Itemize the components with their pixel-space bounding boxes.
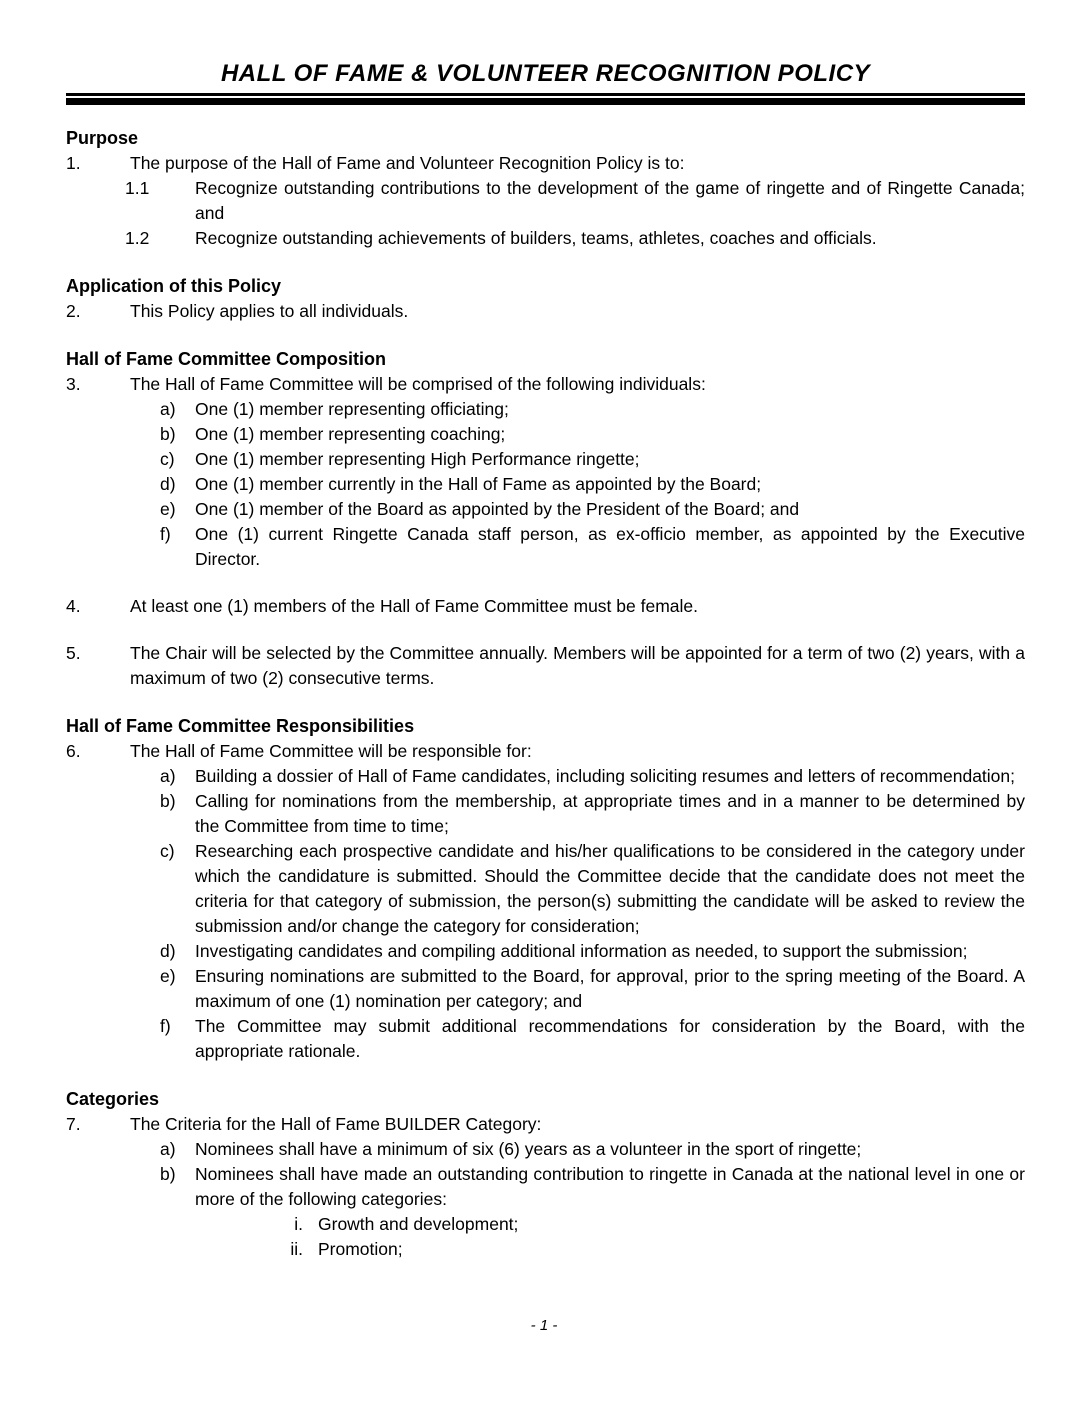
list-item <box>66 594 1025 619</box>
item-text: Promotion; <box>318 1239 403 1259</box>
item-text: Building a dossier of Hall of Fame candidates, including soliciting resumes and letters of recommendation; <box>195 766 1016 786</box>
item-number: 1.1 <box>125 178 150 198</box>
item-number: d) <box>160 474 176 494</box>
item-text: The purpose of the Hall of Fame and Volunteer Recognition Policy is to: <box>130 153 685 173</box>
list-item <box>66 299 1025 324</box>
section-committee-composition <box>66 347 1025 691</box>
item-text: The Committee may submit additional recommendations for consideration by the Board, with the appropriate rationale. <box>195 1016 1025 1061</box>
item-text: Recognize outstanding contributions to the development of the game of ringette and of Ringette Canada; and <box>195 178 1025 223</box>
list-item <box>160 447 1025 472</box>
list-item <box>160 522 1025 572</box>
list-item <box>160 839 1025 939</box>
item-number: e) <box>160 499 176 519</box>
section-categories <box>66 1087 1025 1262</box>
item-number: c) <box>160 449 175 469</box>
item-number: 5. <box>66 643 81 663</box>
item-text: The Criteria for the Hall of Fame BUILDER Category: <box>130 1114 542 1134</box>
document-title: HALL OF FAME & VOLUNTEER RECOGNITION POLICY <box>220 60 871 87</box>
list-item <box>160 1014 1025 1064</box>
item-text: At least one (1) members of the Hall of Fame Committee must be female. <box>130 596 698 616</box>
item-number: ii. <box>290 1239 303 1259</box>
item-number: 6. <box>66 741 81 761</box>
section-application <box>66 274 1025 324</box>
list-item <box>160 964 1025 1014</box>
section-heading: Hall of Fame Committee Composition <box>66 349 387 369</box>
list-item <box>66 641 1025 691</box>
item-text: The Hall of Fame Committee will be comprised of the following individuals: <box>130 374 706 394</box>
item-text: Growth and development; <box>318 1214 519 1234</box>
item-text: Calling for nominations from the membership, at appropriate times and in a manner to be determined by the Committee from time to time; <box>195 791 1025 836</box>
list-item <box>160 1162 1025 1212</box>
item-text: One (1) current Ringette Canada staff person, as ex-officio member, as appointed by the Executive Director. <box>195 524 1025 569</box>
item-number: a) <box>160 766 176 786</box>
page-footer <box>0 1316 1088 1336</box>
list-item <box>160 1137 1025 1162</box>
item-number: 1. <box>66 153 81 173</box>
item-text: The Chair will be selected by the Committee annually. Members will be appointed for a term of two (2) years, with a maximum of two (2) consecutive terms. <box>130 643 1025 688</box>
item-text: One (1) member of the Board as appointed by the President of the Board; and <box>195 499 800 519</box>
item-number: a) <box>160 1139 176 1159</box>
list-item <box>66 151 1025 176</box>
section-heading: Application of this Policy <box>66 276 282 296</box>
item-text: One (1) member currently in the Hall of Fame as appointed by the Board; <box>195 474 762 494</box>
list-item <box>125 226 1025 251</box>
item-number: f) <box>160 524 171 544</box>
item-text: One (1) member representing coaching; <box>195 424 506 444</box>
item-number: 2. <box>66 301 81 321</box>
section-heading: Hall of Fame Committee Responsibilities <box>66 716 415 736</box>
item-number: 3. <box>66 374 81 394</box>
item-number: e) <box>160 966 176 986</box>
item-text: This Policy applies to all individuals. <box>130 301 409 321</box>
item-number: b) <box>160 1164 176 1184</box>
title-rule-thick <box>66 98 1025 105</box>
item-number: b) <box>160 424 176 444</box>
item-text: Researching each prospective candidate and his/her qualifications to be considered in the category under which the candidature is submitted. Should the Committee decide that the candidate does not meet the criteria for that category of submission, the person(s) submitting the candidate will be asked to review the submission and/or change the category for consideration; <box>195 841 1025 936</box>
page-number: - 1 - <box>530 1317 558 1334</box>
item-number: a) <box>160 399 176 419</box>
list-item <box>125 176 1025 226</box>
list-item <box>160 789 1025 839</box>
item-number: b) <box>160 791 176 811</box>
list-item <box>266 1237 1025 1262</box>
item-number: f) <box>160 1016 171 1036</box>
list-item <box>266 1212 1025 1237</box>
item-text: Nominees shall have a minimum of six (6) years as a volunteer in the sport of ringette; <box>195 1139 862 1159</box>
title-rule-thin <box>66 93 1025 96</box>
section-committee-responsibilities <box>66 714 1025 1064</box>
list-item <box>66 739 1025 764</box>
item-text: Nominees shall have made an outstanding contribution to ringette in Canada at the national level in one or more of the following categories: <box>195 1164 1025 1209</box>
list-item <box>66 372 1025 397</box>
list-item <box>160 497 1025 522</box>
document-header <box>66 60 1025 105</box>
section-heading: Categories <box>66 1089 160 1109</box>
list-item <box>160 764 1025 789</box>
list-item <box>160 397 1025 422</box>
item-text: Investigating candidates and compiling additional information as needed, to support the submission; <box>195 941 968 961</box>
list-item <box>66 1112 1025 1137</box>
item-text: Ensuring nominations are submitted to the Board, for approval, prior to the spring meeting of the Board. A maximum of one (1) nomination per category; and <box>195 966 1025 1011</box>
list-item <box>160 472 1025 497</box>
item-number: 4. <box>66 596 81 616</box>
item-number: 7. <box>66 1114 81 1134</box>
section-heading: Purpose <box>66 128 139 148</box>
item-text: One (1) member representing officiating; <box>195 399 509 419</box>
list-item <box>160 422 1025 447</box>
item-number: 1.2 <box>125 228 150 248</box>
section-purpose <box>66 126 1025 251</box>
item-text: One (1) member representing High Performance ringette; <box>195 449 640 469</box>
item-text: Recognize outstanding achievements of builders, teams, athletes, coaches and officials. <box>195 228 877 248</box>
item-number: d) <box>160 941 176 961</box>
list-item <box>160 939 1025 964</box>
item-text: The Hall of Fame Committee will be responsible for: <box>130 741 532 761</box>
item-number: i. <box>294 1214 303 1234</box>
item-number: c) <box>160 841 175 861</box>
